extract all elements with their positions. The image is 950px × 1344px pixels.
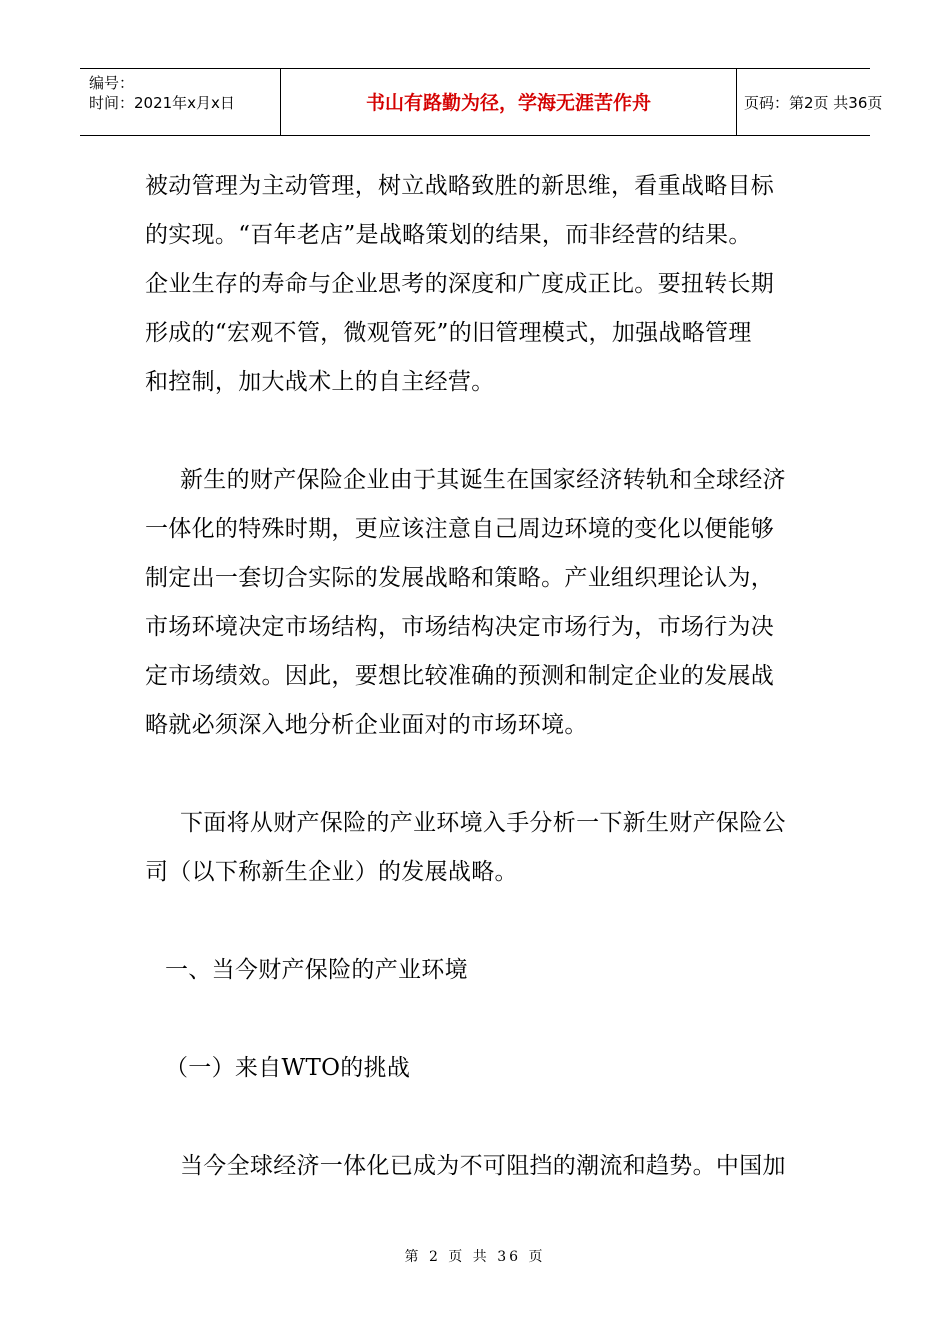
paragraph-line: 司（以下称新生企业）的发展战略。 xyxy=(145,859,518,885)
paragraph-line: 形成的“宏观不管，微观管死”的旧管理模式，加强战略管理 xyxy=(145,320,752,346)
paragraph-line: 新生的财产保险企业由于其诞生在国家经济转轨和全球经济 xyxy=(180,467,786,493)
document-body xyxy=(145,162,820,1191)
section-heading: 一、当今财产保险的产业环境 xyxy=(165,957,468,983)
paragraph-1 xyxy=(145,162,820,407)
paragraph-line: 制定出一套切合实际的发展战略和策略。产业组织理论认为， xyxy=(145,565,775,591)
header-page-cell xyxy=(737,69,883,135)
paragraph-line: 定市场绩效。因此，要想比较准确的预测和制定企业的发展战 xyxy=(145,663,775,689)
time-label: 时间：2021年x月x日 xyxy=(89,94,235,112)
paragraph-spacer xyxy=(145,1093,820,1142)
paragraph-spacer xyxy=(145,407,820,456)
header-page-info: 页码：第2页 共36页 xyxy=(744,94,883,112)
paragraph-line: 和控制，加大战术上的自主经营。 xyxy=(145,369,495,395)
paragraph-line: 市场环境决定市场结构，市场结构决定市场行为，市场行为决 xyxy=(145,614,775,640)
paragraph-line: 下面将从财产保险的产业环境入手分析一下新生财产保险公 xyxy=(180,810,786,836)
paragraph-line: 略就必须深入地分析企业面对的市场环境。 xyxy=(145,712,588,738)
paragraph-line: 当今全球经济一体化已成为不可阻挡的潮流和趋势。中国加 xyxy=(180,1153,786,1179)
header-motto-cell xyxy=(281,69,737,135)
document-header xyxy=(80,68,883,136)
header-meta-cell xyxy=(80,69,281,135)
header-motto: 书山有路勤为径，学海无涯苦作舟 xyxy=(365,92,651,114)
paragraph-line: 一体化的特殊时期，更应该注意自己周边环境的变化以便能够 xyxy=(145,516,775,542)
paragraph-spacer xyxy=(145,897,820,946)
page-footer: 第 2 页 共 36 页 xyxy=(404,1249,546,1265)
paragraph-line: 企业生存的寿命与企业思考的深度和广度成正比。要扭转长期 xyxy=(145,271,775,297)
paragraph-line: 被动管理为主动管理，树立战略致胜的新思维，看重战略目标 xyxy=(145,173,775,199)
paragraph-3 xyxy=(145,799,820,897)
paragraph-spacer xyxy=(145,750,820,799)
paragraph-spacer xyxy=(145,995,820,1044)
subsection-heading: （一）来自WTO的挑战 xyxy=(165,1055,411,1081)
paragraph-2 xyxy=(145,456,820,750)
paragraph-line: 的实现。“百年老店”是战略策划的结果，而非经营的结果。 xyxy=(145,222,752,248)
number-label: 编号： xyxy=(89,74,135,92)
